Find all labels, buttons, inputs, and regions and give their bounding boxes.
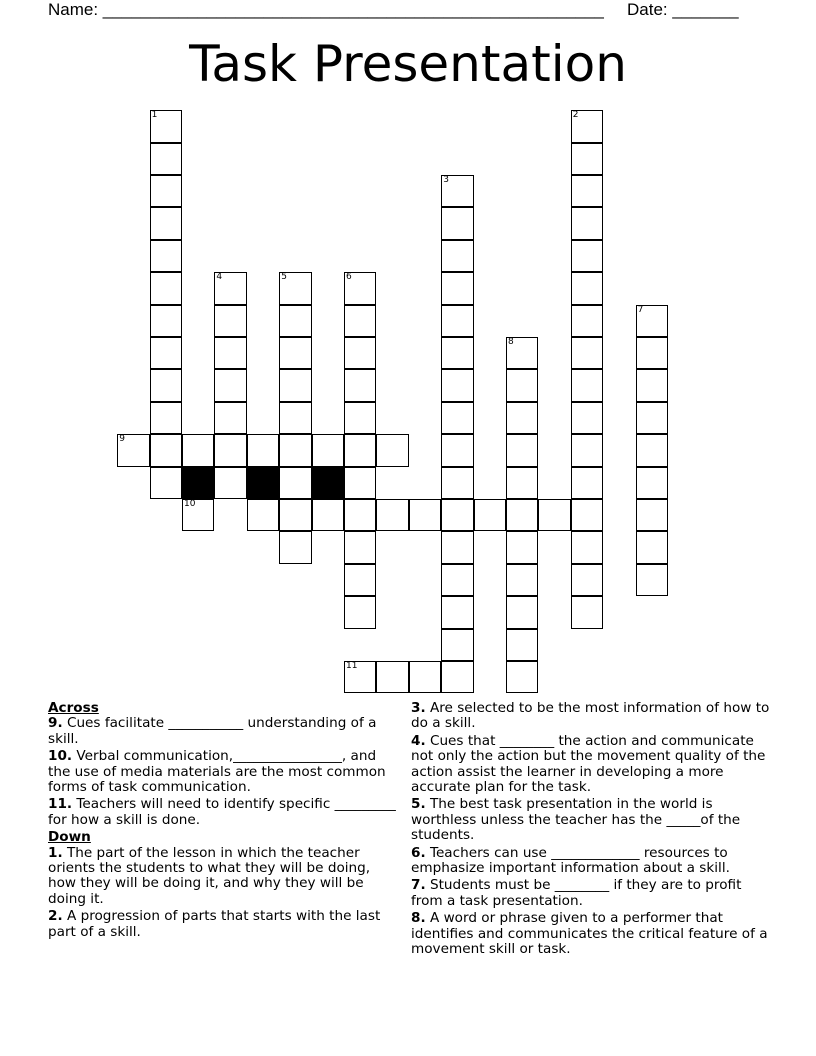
crossword-cell[interactable] <box>636 305 668 337</box>
clue-item-number: 10. <box>48 748 73 765</box>
crossword-cell[interactable] <box>150 272 182 304</box>
clue-item-number: 5. <box>411 796 426 813</box>
crossword-black-cell <box>312 467 344 499</box>
crossword-cell[interactable] <box>571 467 603 499</box>
crossword-cell[interactable] <box>117 434 149 466</box>
crossword-cell[interactable] <box>441 240 473 272</box>
crossword-cell[interactable] <box>344 531 376 563</box>
crossword-cell[interactable] <box>571 531 603 563</box>
clue-item-number: 1. <box>48 844 63 861</box>
crossword-cell[interactable] <box>571 564 603 596</box>
crossword-cell[interactable] <box>571 402 603 434</box>
crossword-cell[interactable] <box>506 629 538 661</box>
clue-item <box>48 909 398 940</box>
crossword-cell[interactable] <box>279 272 311 304</box>
down-heading: Down <box>48 829 91 846</box>
clue-item-number: 11. <box>48 796 73 813</box>
clue-number: 10 <box>184 499 196 509</box>
clue-item <box>48 716 398 747</box>
crossword-black-cell <box>247 467 279 499</box>
clue-item <box>48 749 398 795</box>
crossword-cell[interactable] <box>441 305 473 337</box>
crossword-cell[interactable] <box>409 661 441 693</box>
crossword-cell[interactable] <box>636 531 668 563</box>
crossword-cell[interactable] <box>312 499 344 531</box>
crossword-black-cell <box>182 467 214 499</box>
crossword-cell[interactable] <box>150 305 182 337</box>
crossword-cell[interactable] <box>441 207 473 239</box>
clue-number: 6 <box>346 272 352 283</box>
crossword-cell[interactable] <box>214 434 246 466</box>
clue-item <box>411 734 773 796</box>
page-title: Task Presentation <box>189 35 627 93</box>
crossword-cell[interactable] <box>636 402 668 434</box>
crossword-cell[interactable] <box>506 337 538 369</box>
crossword-cell[interactable] <box>441 467 473 499</box>
clue-item-text: Verbal communication,________________, and the use of media materials are the most common forms of task communication. <box>48 748 386 796</box>
clue-number: 7 <box>637 304 644 315</box>
across-heading: Across <box>48 700 99 716</box>
crossword-cell[interactable] <box>441 369 473 401</box>
crossword-cell[interactable] <box>506 369 538 401</box>
clue-item-text: Students must be ________ if they are to profit from a task presentation. <box>411 877 742 909</box>
clues-column-left <box>48 701 398 942</box>
crossword-cell[interactable] <box>279 305 311 337</box>
crossword-cell[interactable] <box>150 402 182 434</box>
clue-item <box>48 797 398 828</box>
crossword-cell[interactable] <box>376 661 408 693</box>
clue-item-number: 2. <box>48 908 63 925</box>
crossword-cell[interactable] <box>279 369 311 401</box>
crossword-cell[interactable] <box>182 434 214 466</box>
clue-item-number: 7. <box>411 877 426 894</box>
crossword-cell[interactable] <box>506 531 538 563</box>
crossword-cell[interactable] <box>279 337 311 369</box>
crossword-cell[interactable] <box>150 467 182 499</box>
crossword-cell[interactable] <box>636 467 668 499</box>
crossword-cell[interactable] <box>571 499 603 531</box>
clue-number: 9 <box>119 434 125 445</box>
crossword-cell[interactable] <box>150 110 182 142</box>
clue-item-number: 6. <box>411 844 426 861</box>
crossword-cell[interactable] <box>506 499 538 531</box>
crossword-cell[interactable] <box>571 596 603 628</box>
crossword-cell[interactable] <box>344 467 376 499</box>
name-field-label: Name: _____________________________________________________ <box>48 0 604 19</box>
clue-item-text: Are selected to be the most information of how to do a skill. <box>411 700 770 732</box>
crossword-cell[interactable] <box>150 337 182 369</box>
clue-item-text: A word or phrase given to a performer that identifies and communicates the critical feature of a movement skill or task. <box>411 910 768 958</box>
crossword-cell[interactable] <box>538 499 570 531</box>
crossword-cell[interactable] <box>409 499 441 531</box>
clue-item <box>411 911 773 957</box>
clue-number: 3 <box>443 175 449 185</box>
clues-column-right <box>411 701 773 960</box>
crossword-cell[interactable] <box>214 402 246 434</box>
crossword-cell[interactable] <box>571 240 603 272</box>
crossword-cell[interactable] <box>506 467 538 499</box>
crossword-cell[interactable] <box>344 596 376 628</box>
crossword-cell[interactable] <box>150 240 182 272</box>
crossword-cell[interactable] <box>571 272 603 304</box>
crossword-cell[interactable] <box>571 337 603 369</box>
crossword-cell[interactable] <box>150 143 182 175</box>
crossword-cell[interactable] <box>506 564 538 596</box>
clue-number: 2 <box>572 110 579 121</box>
crossword-cell[interactable] <box>150 207 182 239</box>
crossword-cell[interactable] <box>506 434 538 466</box>
crossword-cell[interactable] <box>214 467 246 499</box>
clue-number: 4 <box>216 272 223 283</box>
crossword-cell[interactable] <box>636 434 668 466</box>
crossword-cell[interactable] <box>441 596 473 628</box>
crossword-cell[interactable] <box>441 629 473 661</box>
crossword-cell[interactable] <box>344 272 376 304</box>
crossword-cell[interactable] <box>571 369 603 401</box>
clue-number: 8 <box>508 337 514 347</box>
clue-item <box>411 846 773 877</box>
clue-item-text: Cues facilitate ___________ understanding of a skill. <box>48 715 377 747</box>
crossword-cell[interactable] <box>312 434 344 466</box>
crossword-cell[interactable] <box>214 369 246 401</box>
clue-item-number: 3. <box>411 700 426 716</box>
clue-item-text: The best task presentation in the world is worthless unless the teacher has the _____of the students. <box>411 796 741 844</box>
clue-item-text: Teachers will need to identify specific _________ for how a skill is done. <box>48 796 396 828</box>
crossword-cell[interactable] <box>344 369 376 401</box>
crossword-cell[interactable] <box>247 499 279 531</box>
clue-item-text: The part of the lesson in which the teacher orients the students to what they will be doing, how they will be doing it, and why they will be doing it. <box>48 844 371 907</box>
crossword-cell[interactable] <box>182 499 214 531</box>
clue-number: 11 <box>346 661 358 671</box>
clue-item-text: A progression of parts that starts with the last part of a skill. <box>48 908 381 940</box>
crossword-cell[interactable] <box>344 337 376 369</box>
crossword-cell[interactable] <box>636 369 668 401</box>
crossword-cell[interactable] <box>376 499 408 531</box>
crossword-cell[interactable] <box>571 305 603 337</box>
crossword-cell[interactable] <box>344 564 376 596</box>
crossword-cell[interactable] <box>571 207 603 239</box>
down-clue-list-continued <box>411 701 773 958</box>
crossword-cell[interactable] <box>441 337 473 369</box>
crossword-cell[interactable] <box>441 402 473 434</box>
crossword-cell[interactable] <box>506 661 538 693</box>
clue-item <box>411 701 773 732</box>
crossword-cell[interactable] <box>571 110 603 142</box>
crossword-cell[interactable] <box>214 272 246 304</box>
crossword-cell[interactable] <box>344 661 376 693</box>
crossword-cell[interactable] <box>506 402 538 434</box>
down-clue-list <box>48 846 398 940</box>
clue-item <box>411 797 773 843</box>
clue-item <box>411 878 773 909</box>
crossword-cell[interactable] <box>636 337 668 369</box>
clue-item-number: 8. <box>411 910 426 927</box>
crossword-cell[interactable] <box>344 402 376 434</box>
crossword-cell[interactable] <box>571 143 603 175</box>
clue-item <box>48 846 398 908</box>
crossword-cell[interactable] <box>214 305 246 337</box>
crossword-cell[interactable] <box>279 499 311 531</box>
across-clue-list <box>48 716 398 828</box>
crossword-cell[interactable] <box>279 402 311 434</box>
crossword-cell[interactable] <box>344 434 376 466</box>
crossword-cell[interactable] <box>441 434 473 466</box>
clue-item-text: Cues that ________ the action and communicate not only the action but the movement quality of the action assist the learner in developing a more accurate plan for the task. <box>411 732 766 796</box>
clue-item-number: 4. <box>411 732 426 749</box>
crossword-cell[interactable] <box>636 499 668 531</box>
crossword-cell[interactable] <box>344 305 376 337</box>
crossword-cell[interactable] <box>441 272 473 304</box>
clue-item-text: Teachers can use _____________ resources to emphasize important information about a skill. <box>411 844 730 877</box>
crossword-cell[interactable] <box>279 467 311 499</box>
crossword-cell[interactable] <box>150 175 182 207</box>
crossword-cell[interactable] <box>441 531 473 563</box>
clue-item-number: 9. <box>48 715 63 732</box>
crossword-cell[interactable] <box>636 564 668 596</box>
crossword-cell[interactable] <box>441 661 473 693</box>
crossword-cell[interactable] <box>441 564 473 596</box>
crossword-cell[interactable] <box>506 596 538 628</box>
crossword-cell[interactable] <box>571 175 603 207</box>
crossword-cell[interactable] <box>150 434 182 466</box>
clue-number: 1 <box>151 110 158 121</box>
crossword-cell[interactable] <box>344 499 376 531</box>
crossword-cell[interactable] <box>214 337 246 369</box>
crossword-cell[interactable] <box>279 531 311 563</box>
crossword-cell[interactable] <box>150 369 182 401</box>
crossword-cell[interactable] <box>376 434 408 466</box>
crossword-cell[interactable] <box>247 434 279 466</box>
crossword-cell[interactable] <box>441 175 473 207</box>
crossword-cell[interactable] <box>474 499 506 531</box>
crossword-cell[interactable] <box>279 434 311 466</box>
clue-number: 5 <box>281 272 287 283</box>
crossword-cell[interactable] <box>441 499 473 531</box>
date-field-label: Date: _______ <box>627 0 739 19</box>
crossword-cell[interactable] <box>571 434 603 466</box>
